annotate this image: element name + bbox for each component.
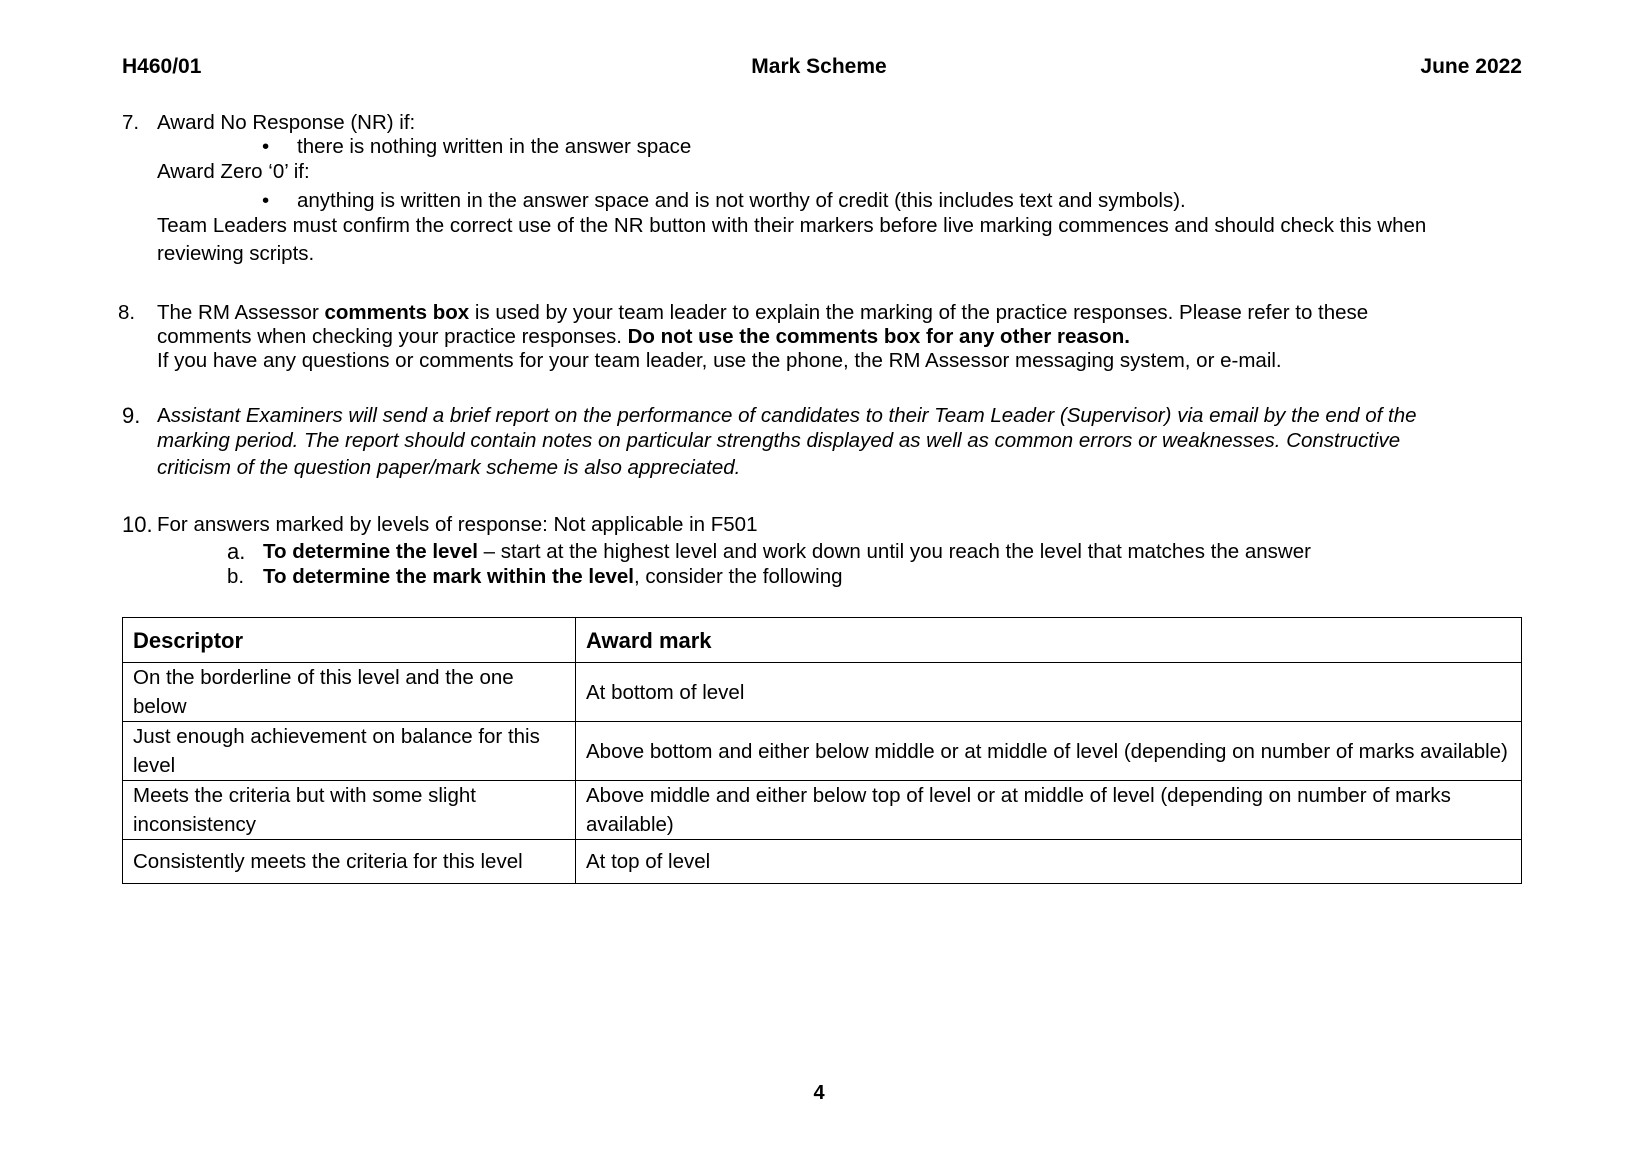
item-10-b-rest: , consider the following [633, 565, 843, 588]
item-8-warning-bold: Do not use the comments box for any other reason. [627, 325, 1130, 348]
table-cell-award: At top of level [576, 840, 1522, 884]
item-9-line1-rest: ssistant Examiners will send a brief report on the performance of candidates to their Team Leader (Supervisor) via email by the end of the [170, 404, 1417, 427]
table-row [123, 722, 1522, 781]
item-7-line2: Award Zero ‘0’ if: [157, 160, 310, 183]
item-9-line1 [157, 404, 1417, 428]
item-7-bullet1: there is nothing written in the answer space [297, 135, 692, 158]
header-title: Mark Scheme [751, 55, 887, 78]
table-cell-descriptor: Just enough achievement on balance for this level [123, 722, 576, 781]
item-9-number: 9. [122, 403, 141, 428]
bullet-icon: • [262, 135, 270, 158]
item-10-b-text [263, 565, 843, 589]
item-8-comments-box-bold: comments box [324, 301, 470, 324]
item-7-line1: Award No Response (NR) if: [157, 111, 416, 134]
header-code: H460/01 [122, 55, 202, 78]
table-row [123, 840, 1522, 884]
item-10-a-text [263, 540, 1311, 564]
item-7-number: 7. [122, 111, 140, 134]
item-8-line3: If you have any questions or comments for your team leader, use the phone, the RM Assessor messaging system, or e-mail. [157, 349, 1282, 372]
item-8-number: 8. [118, 301, 136, 324]
item-10-a-bold: To determine the level [263, 540, 478, 563]
table-cell-award: At bottom of level [576, 663, 1522, 722]
item-10-b-label: b. [227, 565, 245, 588]
descriptor-table [122, 617, 1522, 884]
item-7-line3a: Team Leaders must confirm the correct use of the NR button with their markers before live marking commences and should check this when [157, 214, 1427, 237]
item-7-bullet2: anything is written in the answer space and is not worthy of credit (this includes text and symbols). [297, 189, 1186, 212]
table-row [123, 663, 1522, 722]
item-9-line2: marking period. The report should contain notes on particular strengths displayed as well as common errors or weaknesses. Constructive [157, 429, 1401, 452]
item-9-initial: A [157, 404, 171, 427]
table-cell-award: Above bottom and either below middle or at middle of level (depending on number of marks available) [576, 722, 1522, 781]
bullet-icon: • [262, 189, 270, 212]
item-8-line1 [157, 301, 1368, 325]
item-8-line1-rest: is used by your team leader to explain the marking of the practice responses. Please refer to these [469, 301, 1369, 324]
table-header-row [123, 618, 1522, 663]
table-cell-award: Above middle and either below top of level or at middle of level (depending on number of marks available) [576, 781, 1522, 840]
item-7-line3b: reviewing scripts. [157, 242, 315, 265]
table-cell-descriptor: Meets the criteria but with some slight inconsistency [123, 781, 576, 840]
table-cell-descriptor: Consistently meets the criteria for this level [123, 840, 576, 884]
item-9-line3: criticism of the question paper/mark scheme is also appreciated. [157, 456, 741, 479]
page-number: 4 [813, 1082, 825, 1104]
table-header-award-mark: Award mark [576, 618, 1522, 663]
item-8-line2-text: comments when checking your practice responses. [157, 325, 628, 348]
item-8-line2 [157, 325, 1130, 349]
item-8-line1-text: The RM Assessor [157, 301, 325, 324]
item-10-line: For answers marked by levels of response: Not applicable in F501 [157, 513, 758, 536]
item-10-number: 10. [122, 512, 153, 537]
item-10-b-bold: To determine the mark within the level [263, 565, 634, 588]
header-date: June 2022 [1420, 55, 1522, 78]
table-cell-descriptor: On the borderline of this level and the one below [123, 663, 576, 722]
table-header-descriptor: Descriptor [123, 618, 576, 663]
item-10-a-label: a. [227, 539, 246, 564]
table-row [123, 781, 1522, 840]
item-10-a-rest: – start at the highest level and work down until you reach the level that matches the answer [477, 540, 1311, 563]
